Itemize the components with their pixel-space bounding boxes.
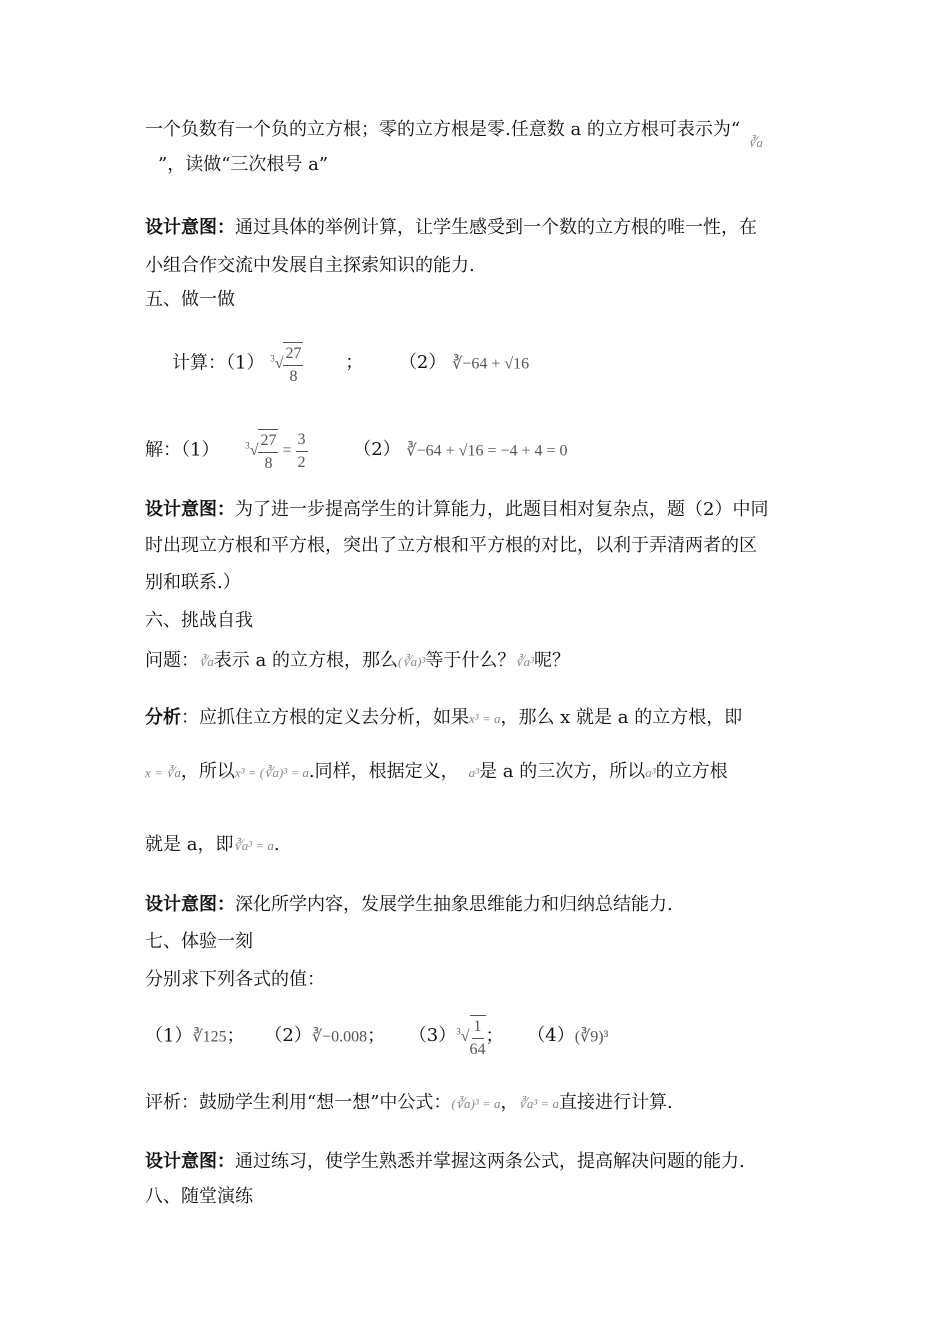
text: 等于什么？ — [425, 650, 516, 671]
equals: = — [282, 442, 292, 460]
math-expr: x = ∛a — [145, 765, 181, 780]
math-expr: ∛a — [199, 654, 214, 669]
section-heading: 六、挑战自我 — [145, 610, 253, 631]
label: （4） — [527, 1025, 575, 1047]
section-heading: 七、体验一刻 — [145, 931, 253, 952]
text: 通过练习，使学生熟悉并掌握这两条公式，提高解决问题的能力. — [235, 1151, 745, 1172]
text: ， — [500, 1092, 519, 1113]
text: 直接进行计算. — [559, 1092, 673, 1113]
analysis-line — [145, 760, 728, 785]
analysis — [145, 706, 742, 731]
text: 一个负数有一个负的立方根；零的立方根是零.任意数 a 的立方根可表示为“ — [145, 119, 741, 140]
text: .同样，根据定义， — [308, 761, 459, 782]
math-expr: $^3$√ $\frac{27}{8}$ = $\frac{3}{2}$ — [245, 442, 307, 459]
math-expr: x³ = a — [469, 711, 501, 726]
calc-problem — [172, 335, 529, 388]
denominator: 2 — [297, 454, 306, 472]
sep: ； — [485, 1025, 504, 1047]
numerator: 3 — [296, 429, 308, 452]
design-intent — [145, 893, 673, 917]
math-expr: a³ — [645, 765, 656, 780]
denominator: 8 — [289, 367, 298, 385]
sep: ； — [226, 1025, 245, 1047]
label: 计算：（1） — [172, 352, 265, 374]
paragraph — [145, 118, 763, 150]
math-expr: (∛9)³ — [574, 1028, 609, 1046]
solution — [145, 422, 568, 475]
label: （3） — [408, 1025, 457, 1047]
label: （2） — [398, 352, 447, 374]
review — [145, 1091, 673, 1116]
label: （2） — [353, 439, 401, 461]
text: . — [273, 834, 280, 855]
exercises — [145, 1010, 608, 1061]
text: ：应抓住立方根的定义去分析，如果 — [181, 707, 469, 728]
label: 解：（1） — [145, 439, 220, 461]
math-expr: ∛−0.008 — [311, 1028, 368, 1046]
math-cube-root-a: ∛a — [748, 135, 763, 150]
math-expr: x³ = (∛a)³ = a — [234, 765, 309, 780]
text: 通过具体的举例计算，让学生感受到一个数的立方根的唯一性，在 — [235, 217, 757, 238]
math-expr: ∛−64 + √16 — [452, 355, 530, 373]
section-heading: 五、做一做 — [145, 289, 235, 310]
math-expr: (∛a)³ = a — [451, 1096, 501, 1111]
label: （2） — [264, 1025, 312, 1047]
label: （1） — [145, 1025, 193, 1047]
text: 为了进一步提高学生的计算能力，此题目相对复杂点，题（2）中同 — [235, 499, 769, 520]
question — [145, 649, 570, 674]
text: 表示 a 的立方根，那么 — [213, 650, 398, 671]
math-expr: ∛a³ — [515, 654, 535, 669]
separator: ； — [345, 352, 364, 374]
math-expr: ∛−64 + √16 = −4 + 4 = 0 — [406, 442, 568, 460]
text: 是 a 的三次方，所以 — [479, 761, 646, 782]
math-expr: a³ — [468, 765, 480, 780]
text: 的立方根 — [655, 761, 728, 782]
label: 设计意图： — [145, 499, 235, 520]
text: 问题： — [145, 650, 199, 671]
design-intent — [145, 216, 757, 240]
label: 设计意图： — [145, 894, 235, 915]
sep: ； — [367, 1025, 386, 1047]
analysis-line — [145, 833, 280, 858]
text: ，那么 x 就是 a 的立方根，即 — [500, 707, 743, 728]
math-expr: $^3$√ $\frac{27}{8}$ — [270, 355, 303, 372]
design-intent — [145, 1150, 745, 1174]
math-expr: $^3$√ $\frac{1}{64}$ — [456, 1028, 485, 1045]
numerator: 1 — [472, 1016, 484, 1039]
label: 分析 — [145, 707, 181, 728]
text: 评析：鼓励学生利用“想一想”中公式： — [145, 1092, 452, 1113]
math-expr: ∛a³ = a — [518, 1096, 559, 1111]
label: 设计意图： — [145, 217, 235, 238]
text: 深化所学内容，发展学生抽象思维能力和归纳总结能力. — [235, 894, 673, 915]
text: ，所以 — [180, 761, 235, 782]
text: 分别求下列各式的值： — [145, 969, 325, 990]
section-heading: 八、随堂演练 — [145, 1186, 253, 1207]
numerator: 27 — [283, 343, 303, 366]
text: 小组合作交流中发展自主探索知识的能力. — [145, 255, 475, 276]
paragraph: ”，读做“三次根号 a” — [158, 154, 329, 175]
math-expr: (∛a)³ — [397, 654, 426, 669]
text: 呢？ — [534, 650, 571, 671]
numerator: 27 — [258, 430, 278, 453]
text: 别和联系.） — [145, 572, 241, 593]
label: 设计意图： — [145, 1151, 235, 1172]
text: 时出现立方根和平方根，突出了立方根和平方根的对比，以利于弄清两者的区 — [145, 535, 757, 556]
math-expr: ∛a³ = a — [233, 838, 274, 853]
text: 就是 a，即 — [145, 834, 234, 855]
design-intent — [145, 498, 768, 522]
math-expr: ∛125 — [192, 1028, 227, 1046]
denominator: 8 — [264, 454, 273, 472]
denominator: 64 — [469, 1040, 486, 1058]
